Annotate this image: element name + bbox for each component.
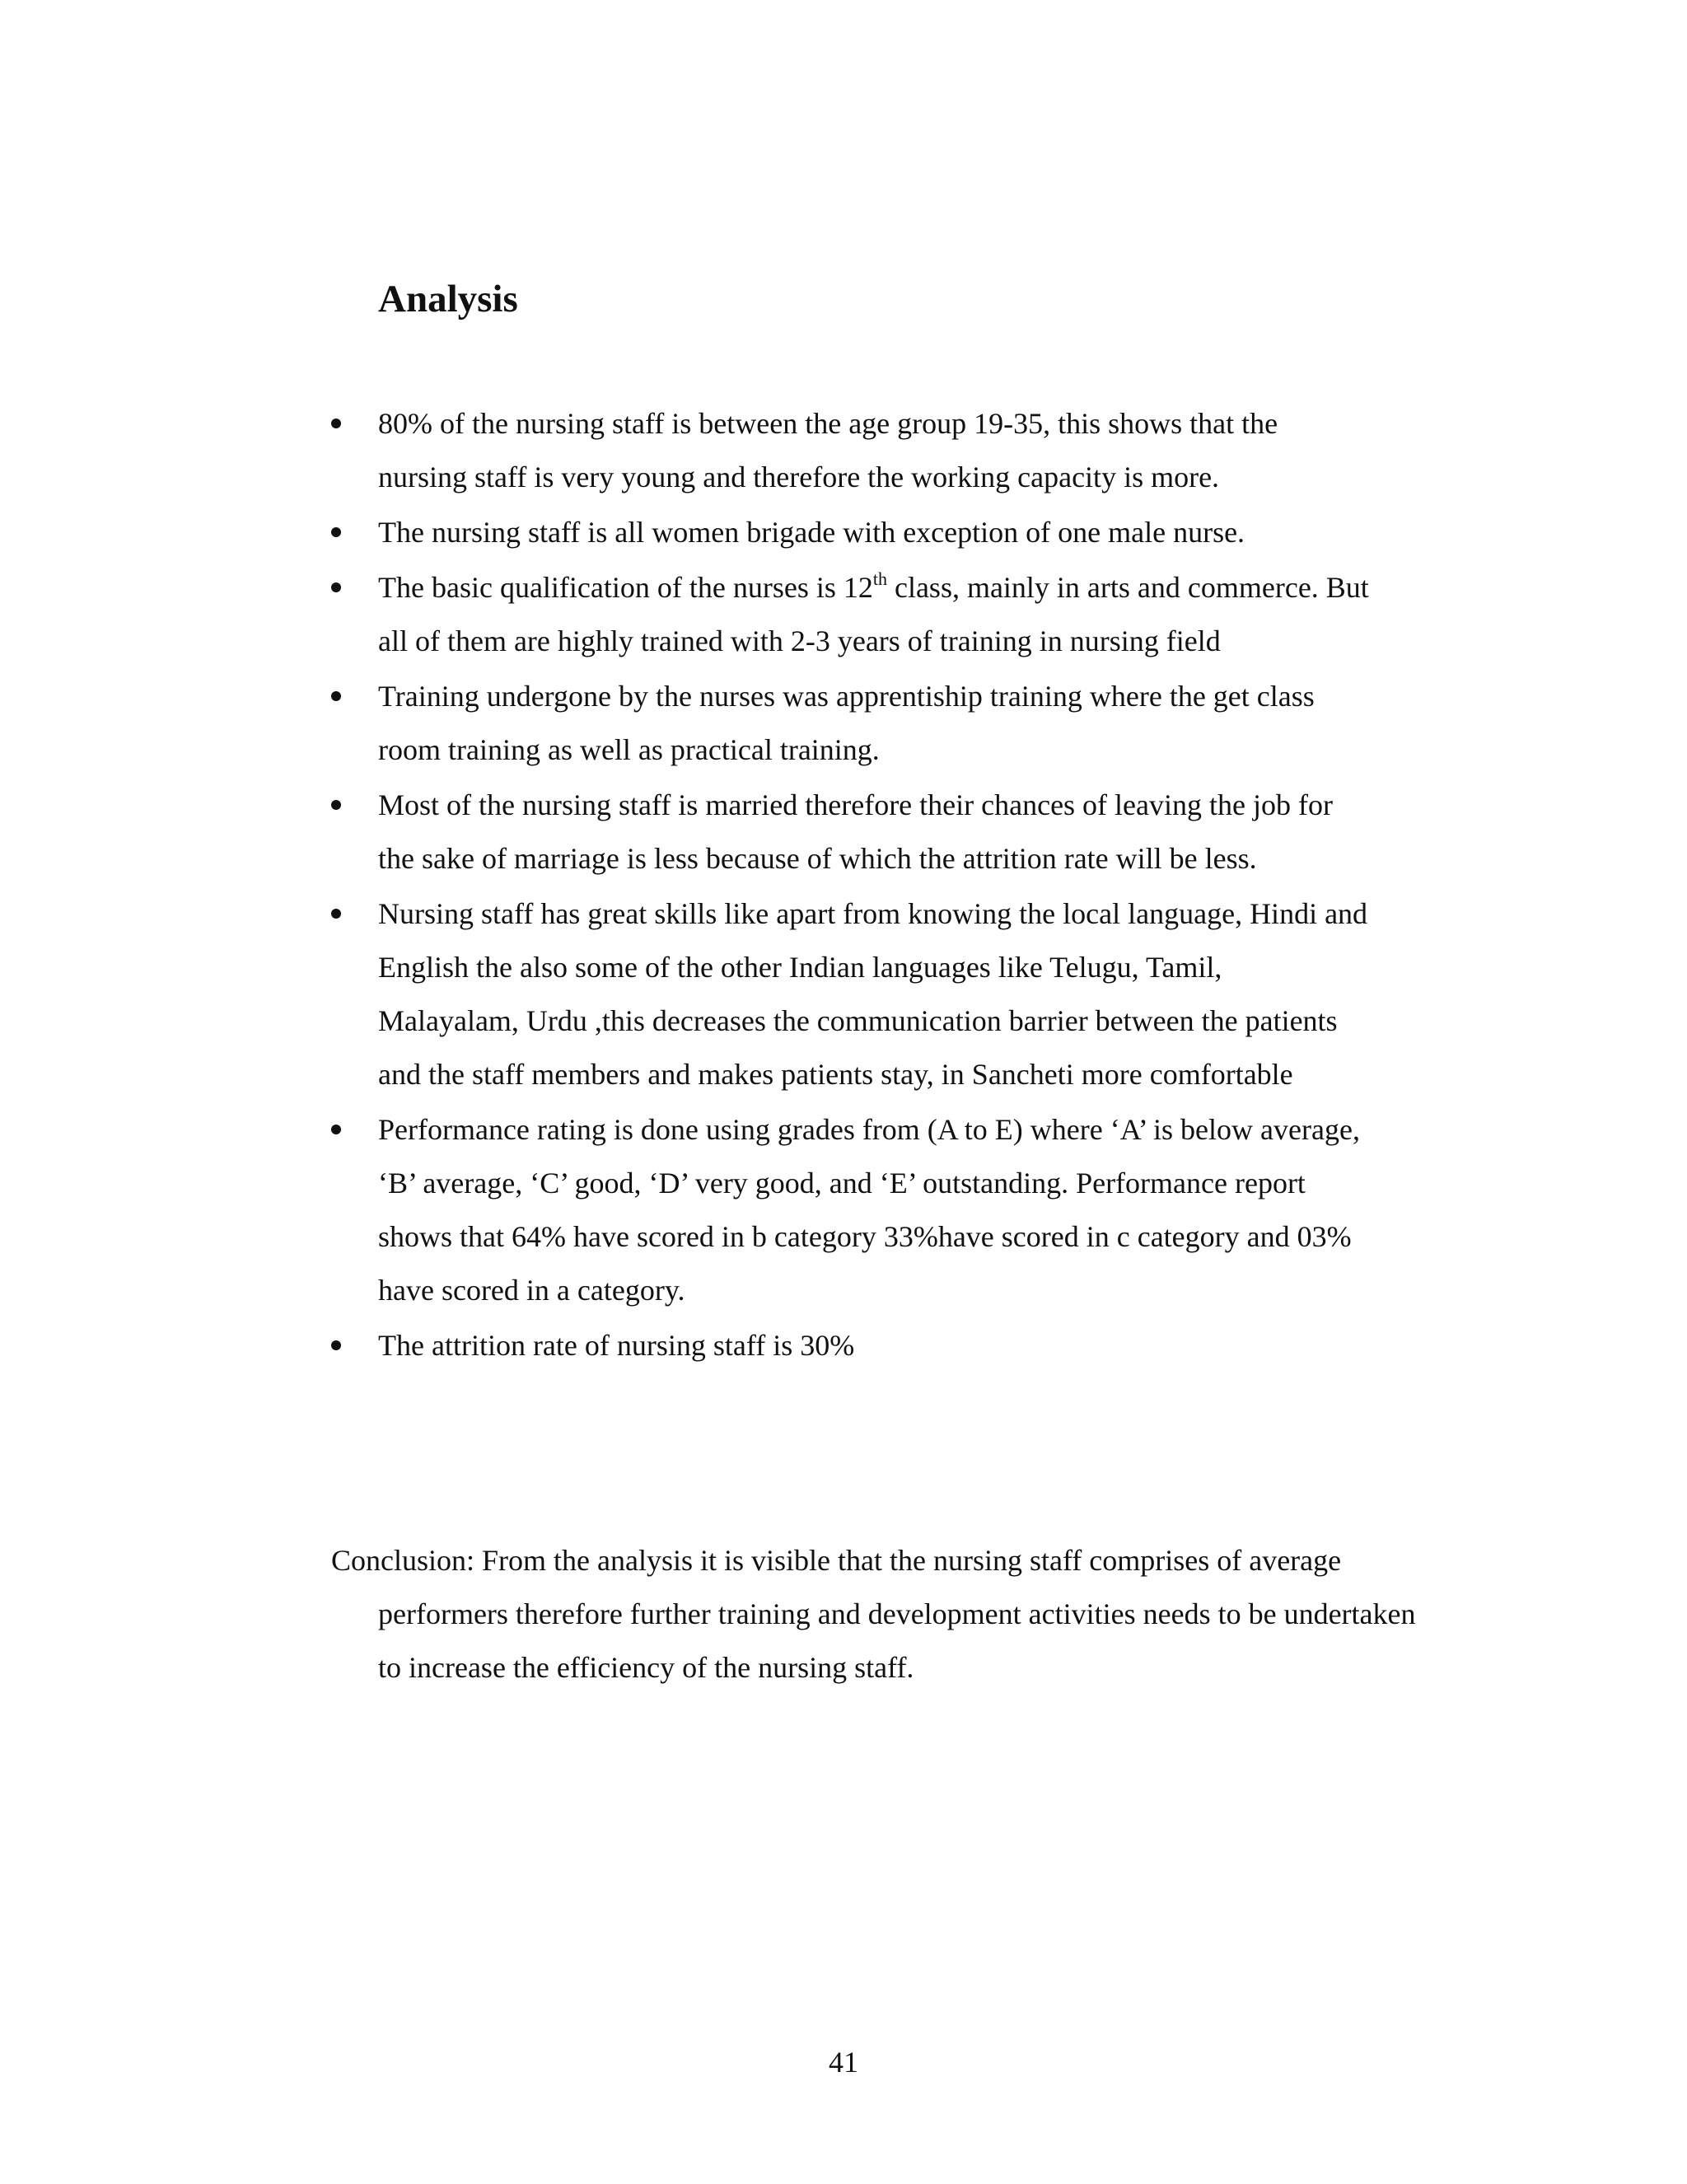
bullet-text: Training undergone by the nurses was apprentiship training where the get class room training as well as practical training. — [378, 680, 1315, 766]
bullet-text: The nursing staff is all women brigade with exception of one male nurse. — [378, 516, 1245, 549]
bullet-text: 80% of the nursing staff is between the age group 19-35, this shows that the nursing staff is very young and therefore the working capacity is more. — [378, 407, 1278, 493]
bullet-text: Nursing staff has great skills like apart from knowing the local language, Hindi and English the also some of the other Indian languages like Telugu, Tamil, Malayalam, Urdu ,this decreases the communication barrier between the patients and the staff members and makes patients stay, in Sancheti more comfortable — [378, 897, 1368, 1091]
bullet-icon — [331, 582, 341, 592]
bullet-text-before: The basic qualification of the nurses is 12 — [378, 571, 873, 604]
bullet-item-training — [331, 670, 1369, 777]
bullet-item-qualification — [331, 561, 1369, 668]
bullet-icon — [331, 909, 341, 919]
bullet-icon — [331, 800, 341, 810]
bullet-icon — [331, 1125, 341, 1134]
bullet-item-gender — [331, 506, 1369, 559]
ordinal-superscript: th — [872, 568, 887, 589]
bullet-text: The attrition rate of nursing staff is 30% — [378, 1329, 855, 1362]
bullet-item-age-group — [331, 397, 1369, 504]
bullet-text-after: class, mainly in arts and commerce. But all of them are highly trained with 2-3 years of training in nursing field — [378, 571, 1369, 657]
bullet-icon — [331, 691, 341, 701]
conclusion-paragraph: Conclusion: From the analysis it is visible that the nursing staff comprises of average performers therefore further training and development activities needs to be undertaken to increase the efficiency of the nursing staff. — [331, 1544, 1416, 1684]
bullet-item-language-skills — [331, 887, 1369, 1101]
bullet-item-marital-status — [331, 779, 1369, 886]
analysis-bullet-list — [331, 397, 1369, 1374]
bullet-icon — [331, 1340, 341, 1350]
bullet-icon — [331, 419, 341, 428]
page-number: 41 — [829, 2046, 858, 2079]
bullet-text: Performance rating is done using grades from (A to E) where ‘A’ is below average, ‘B’ average, ‘C’ good, ‘D’ very good, and ‘E’ outstanding. Performance report shows that 64% have scored in b category 33%have scored in c category and 03% have scored in a category. — [378, 1113, 1360, 1307]
section-heading: Analysis — [378, 278, 518, 320]
bullet-text: Most of the nursing staff is married therefore their chances of leaving the job for the sake of marriage is less because of which the attrition rate will be less. — [378, 788, 1333, 875]
bullet-item-performance-rating — [331, 1103, 1369, 1317]
bullet-icon — [331, 527, 341, 537]
bullet-item-attrition-rate — [331, 1319, 1369, 1373]
bullet-text — [378, 568, 1369, 657]
